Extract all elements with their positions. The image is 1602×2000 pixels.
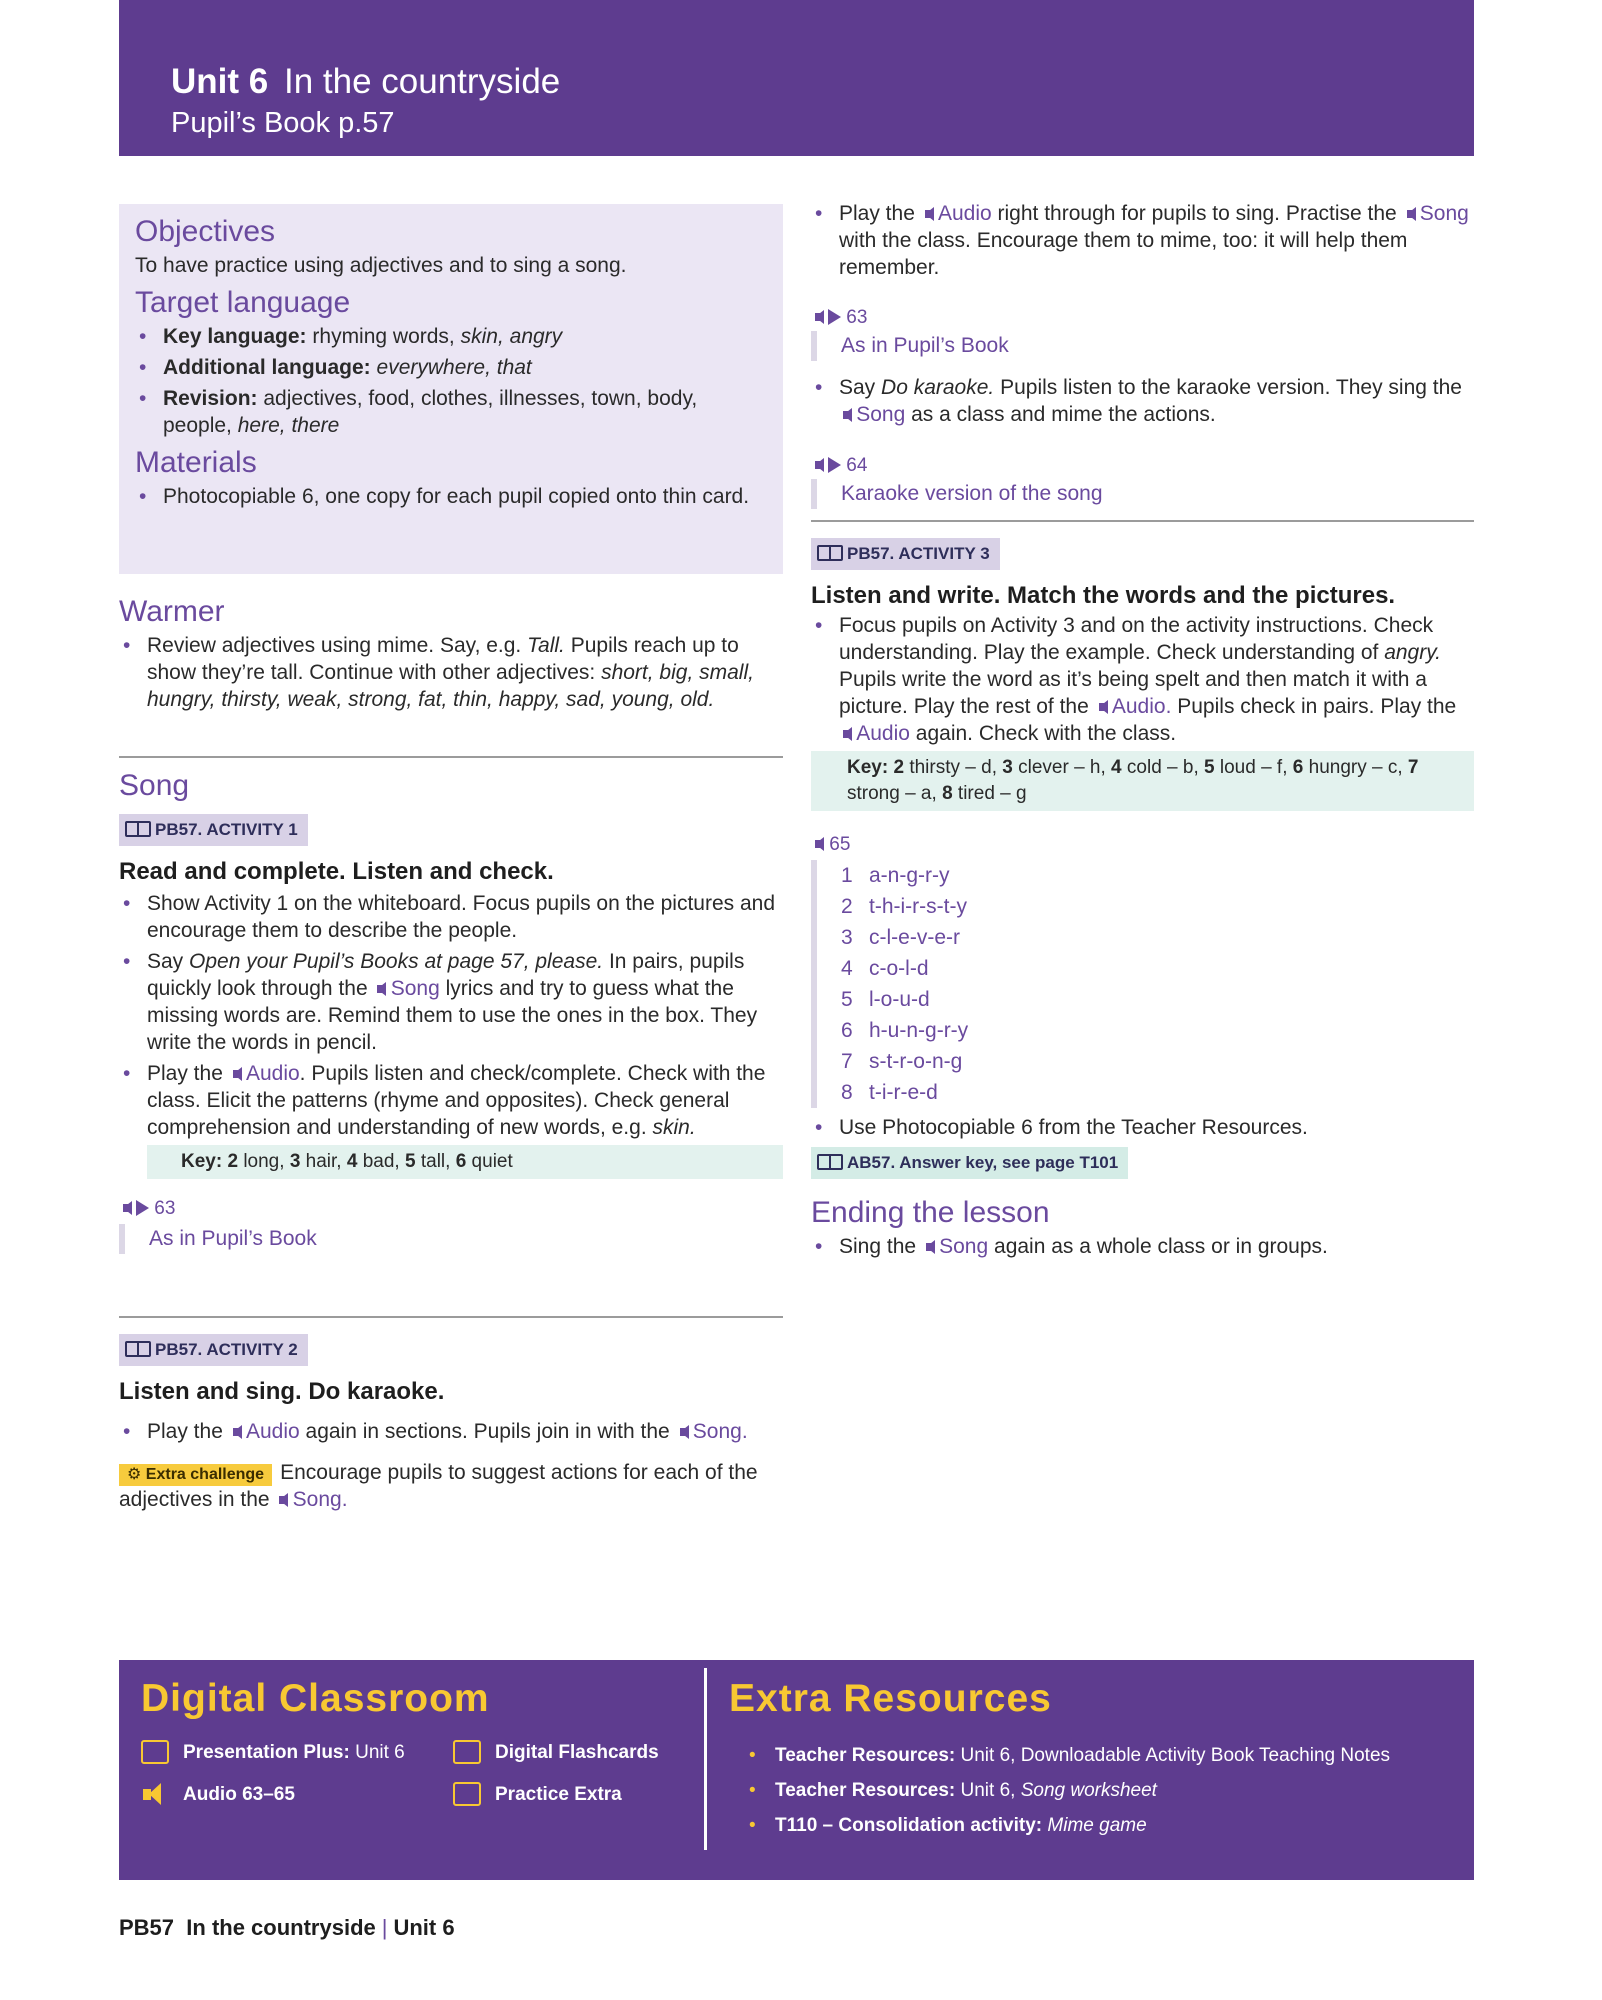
song-link[interactable]: [839, 403, 905, 426]
panel-divider: [704, 1668, 707, 1850]
spelling-row: [841, 984, 1474, 1015]
speaker-icon: [1099, 700, 1108, 714]
list-item: [811, 200, 1474, 281]
spelling-word: l-o-u-d: [869, 988, 930, 1011]
track-64-block: [811, 452, 1474, 509]
list-item: [119, 1418, 783, 1445]
activity-3-section: [811, 538, 1474, 1264]
key-answer-text: thirsty – d,: [904, 757, 1003, 778]
speaker-icon: [141, 1782, 169, 1806]
list-item: [135, 323, 767, 350]
practice-icon: [453, 1782, 481, 1806]
singing-list: [811, 200, 1474, 285]
text: with the class. Encourage them to mime, too: it will help them remember.: [839, 229, 1408, 279]
activity-1-title: Read and complete. Listen and check.: [119, 858, 554, 885]
text: Pupils listen to the karaoke version. They sing the: [1000, 376, 1462, 399]
play-icon: [828, 309, 841, 325]
activity-1-key: [147, 1145, 783, 1179]
track-64[interactable]: [811, 452, 1474, 479]
text: Pupils check in pairs. Play the: [1177, 695, 1457, 718]
track-number: 65: [829, 834, 851, 855]
extra-challenge: [119, 1459, 783, 1513]
text: Focus pupils on Activity 3 and on the activity instructions. Check understanding. Play the example. Check understanding of: [839, 614, 1434, 664]
ending-title: Ending the lesson: [811, 1196, 1050, 1229]
speaker-icon: [233, 1425, 242, 1439]
presentation-plus-label: Presentation Plus:: [183, 1742, 350, 1763]
target-language-title: Target language: [135, 286, 351, 319]
presentation-icon: [141, 1740, 169, 1764]
text: lyrics and try to guess what the missing words are. Remind them to use the ones in the box. They write the words in pencil.: [147, 977, 758, 1054]
list-item: [811, 1233, 1474, 1260]
play-icon: [136, 1200, 149, 1216]
spelling-word: s-t-r-o-n-g: [869, 1050, 963, 1073]
speaker-icon: [279, 1493, 288, 1507]
text: In pairs, pupils quickly look through the: [147, 950, 745, 1000]
presentation-plus-text: Unit 6: [355, 1742, 405, 1763]
unit-name: In the countryside: [283, 62, 561, 101]
spelling-number: 6: [841, 1019, 853, 1042]
additional-language-label: Additional language:: [163, 356, 371, 379]
revision-text: adjectives, food, clothes, illnesses, town, body, people,: [163, 387, 698, 437]
key-answer: [1002, 757, 1111, 778]
objectives-title: Objectives: [135, 215, 276, 248]
song-link[interactable]: [275, 1488, 347, 1511]
extra-challenge-text: Encourage pupils to suggest actions for each of the adjectives in the: [119, 1461, 758, 1511]
key-label: Key:: [181, 1151, 223, 1172]
list-item: [119, 1060, 783, 1141]
audio-link-label: Audio: [245, 1062, 300, 1085]
materials-list: [135, 483, 767, 510]
text: Pupils write the word as it’s being spelt and then match it with a picture. Play the rest of the: [839, 668, 1427, 718]
key-answer-text: bad,: [357, 1151, 405, 1172]
key-language-label: Key language:: [163, 325, 307, 348]
text: Play the: [147, 1062, 223, 1085]
unit-label: Unit 6: [171, 62, 269, 101]
speaker-icon: [815, 837, 824, 851]
speaker-icon: [926, 1240, 935, 1254]
activity-3-list: [811, 612, 1474, 747]
unit-title: [171, 60, 1474, 104]
materials-title: Materials: [135, 446, 257, 479]
audio-link-label: Audio: [937, 202, 992, 225]
book-icon: [125, 1341, 151, 1357]
footer-separator: |: [381, 1915, 388, 1940]
key-answer-number: 3: [289, 1151, 301, 1172]
divider: [119, 756, 783, 758]
spelling-number: 2: [841, 895, 853, 918]
speaker-icon: [1407, 207, 1416, 221]
text: Sing the: [839, 1235, 917, 1258]
spelling-row: [841, 1015, 1474, 1046]
spelling-number: 7: [841, 1050, 853, 1073]
spelling-number: 4: [841, 957, 853, 980]
spelling-transcript: [811, 860, 1474, 1108]
key-answer-text: strong – a,: [847, 783, 943, 804]
book-reference: Pupil’s Book p.57: [171, 107, 395, 139]
song-link[interactable]: [922, 1235, 988, 1258]
warmer-list: [119, 632, 783, 713]
digital-flashcards-item[interactable]: [453, 1740, 659, 1765]
song-link-label: Song.: [292, 1488, 348, 1511]
key-answer-text: hungry – c,: [1303, 757, 1408, 778]
key-answer-number: 7: [1407, 757, 1419, 778]
book-icon: [817, 545, 843, 561]
activity-3-title: Listen and write. Match the words and the pictures.: [811, 582, 1396, 609]
key-answer-text: tired – g: [952, 783, 1027, 804]
activity-1-tag: [119, 814, 308, 846]
activity-1-label: PB57. ACTIVITY 1: [155, 820, 298, 839]
divider: [811, 520, 1474, 522]
book-icon: [817, 1154, 843, 1170]
spelling-word: h-u-n-g-r-y: [869, 1019, 969, 1042]
ending-list: [811, 1233, 1474, 1260]
key-answer-text: hair,: [300, 1151, 347, 1172]
list-item: [811, 374, 1474, 428]
song-link-label: Song: [939, 1235, 989, 1258]
track-number: 64: [846, 455, 868, 476]
track-63-block: [811, 304, 1474, 361]
resource-label: Teacher Resources:: [775, 1780, 956, 1801]
resource-title: Song worksheet: [1020, 1780, 1157, 1801]
text: Play the: [147, 1420, 223, 1443]
list-item: • Photocopiable 6, one copy for each pupil copied onto thin card.: [135, 483, 767, 510]
play-icon: [828, 457, 841, 473]
key-answers: [227, 1151, 512, 1172]
key-answer-number: 3: [1002, 757, 1013, 778]
speaker-icon: [233, 1067, 242, 1081]
key-answer-text: loud – f,: [1214, 757, 1293, 778]
track-64-note: Karaoke version of the song: [811, 479, 1474, 509]
extra-resources-title: Extra Resources: [729, 1677, 1052, 1720]
resource-title: Mime game: [1047, 1815, 1147, 1836]
footer-unit: Unit 6: [393, 1915, 455, 1940]
speaker-icon: [680, 1425, 689, 1439]
spelling-number: 1: [841, 864, 853, 887]
activity-3-key: [811, 751, 1474, 811]
spelling-row: [841, 891, 1474, 922]
activity-2-list: [119, 1418, 783, 1445]
objectives-box: [119, 204, 783, 574]
warmer-title: Warmer: [119, 595, 225, 628]
activity-2-label: PB57. ACTIVITY 2: [155, 1340, 298, 1359]
additional-language-words: everywhere, that: [376, 356, 532, 379]
list-item: [135, 354, 767, 381]
warmer-example: Tall.: [527, 634, 565, 657]
track-63[interactable]: [811, 304, 1474, 331]
speaker-icon: [815, 310, 824, 324]
instruction-quote: Open your Pupil’s Books at page 57, please.: [189, 950, 604, 973]
target-language-list: [135, 323, 767, 439]
list-item: [119, 948, 783, 1056]
list-item: [811, 612, 1474, 747]
speaker-icon: [377, 982, 386, 996]
key-answer: [290, 1151, 347, 1172]
track-number: 63: [846, 307, 868, 328]
audio-link[interactable]: [839, 722, 910, 745]
key-answer-number: 5: [1204, 757, 1215, 778]
key-answer-number: 6: [455, 1151, 467, 1172]
key-answer-number: 4: [346, 1151, 358, 1172]
song-link-label: Song: [1419, 202, 1469, 225]
text: again. Check with the class.: [915, 722, 1177, 745]
key-answer: [1111, 757, 1204, 778]
key-answer-text: quiet: [466, 1151, 513, 1172]
key-answer: [227, 1151, 289, 1172]
answer-key-label: AB57. Answer key, see page T101: [847, 1153, 1119, 1172]
answer-key-tag: [811, 1147, 1128, 1179]
activity-2-tag: [119, 1334, 308, 1366]
divider: [119, 1316, 783, 1318]
song-link-label: Song: [390, 977, 440, 1000]
list-item: • Use Photocopiable 6 from the Teacher Resources.: [811, 1114, 1474, 1141]
resource-text: Unit 6, Downloadable Activity Book Teaching Notes: [960, 1745, 1391, 1766]
spelling-row: [841, 860, 1474, 891]
audio-link[interactable]: [921, 202, 992, 225]
presentation-plus-item[interactable]: [141, 1740, 405, 1765]
warmer-text-2: Pupils reach up to show they’re tall. Continue with other adjectives:: [147, 634, 739, 684]
activity-1-list: [119, 890, 783, 1141]
warmer-adjectives: short, big, small, hungry, thirsty, weak, strong, fat, thin, happy, sad, young, old.: [147, 661, 754, 711]
spelling-row: [841, 1077, 1474, 1108]
audio-item[interactable]: [141, 1782, 295, 1807]
track-63-note: As in Pupil’s Book: [811, 331, 1474, 361]
text: Say: [147, 950, 184, 973]
key-answer-text: clever – h,: [1012, 757, 1112, 778]
track-63[interactable]: [119, 1195, 783, 1222]
revision-words: here, there: [237, 414, 340, 437]
resource-label: T110 – Consolidation activity:: [775, 1815, 1043, 1836]
list-item[interactable]: [747, 1738, 1390, 1773]
track-63-note: As in Pupil’s Book: [119, 1224, 783, 1254]
practice-extra-label: Practice Extra: [495, 1784, 622, 1805]
activity-3-label: PB57. ACTIVITY 3: [847, 544, 990, 563]
key-answer-number: 6: [1292, 757, 1304, 778]
text: again in sections. Pupils join in with the: [305, 1420, 670, 1443]
key-answer-text: cold – b,: [1121, 757, 1205, 778]
audio-link-label: Audio.: [1111, 695, 1172, 718]
extra-resources-list: [747, 1738, 1390, 1843]
key-answer-number: 4: [1111, 757, 1122, 778]
spelling-row: [841, 922, 1474, 953]
speaker-icon: [925, 207, 934, 221]
key-language-text: rhyming words,: [312, 325, 455, 348]
key-answer-number: 8: [942, 783, 953, 804]
list-item[interactable]: [747, 1808, 1390, 1843]
activity-2-section: [119, 1334, 783, 1513]
key-answer: [1293, 757, 1408, 778]
speaker-icon: [123, 1201, 132, 1215]
track-number: 63: [154, 1198, 176, 1219]
digital-classroom-title: Digital Classroom: [141, 1677, 490, 1720]
key-answer-number: 2: [227, 1151, 239, 1172]
speaker-icon: [843, 727, 852, 741]
speaker-icon: [843, 408, 852, 422]
page-header: [119, 0, 1474, 156]
key-answer-text: tall,: [415, 1151, 456, 1172]
key-label: Key:: [847, 757, 889, 778]
text: as a class and mime the actions.: [911, 403, 1216, 426]
spelling-word: c-l-e-v-e-r: [869, 926, 960, 949]
song-link[interactable]: [1403, 202, 1469, 225]
key-answer: [893, 757, 1002, 778]
key-answer: [1204, 757, 1293, 778]
revision-label: Revision:: [163, 387, 258, 410]
audio-link-label: Audio: [856, 722, 910, 745]
page-code: PB57: [119, 1915, 175, 1940]
objectives-text: To have practice using adjectives and to sing a song.: [135, 254, 627, 277]
audio-link-label: Audio: [245, 1420, 300, 1443]
activity-2-title: Listen and sing. Do karaoke.: [119, 1378, 445, 1405]
spelling-word: a-n-g-r-y: [869, 864, 950, 887]
key-answer-number: 2: [893, 757, 905, 778]
audio-link[interactable]: [1095, 695, 1172, 718]
song-link-label: Song.: [692, 1420, 748, 1443]
spelling-row: [841, 953, 1474, 984]
song-title: Song: [119, 769, 190, 802]
example-word: angry.: [1384, 641, 1442, 664]
book-icon: [125, 821, 151, 837]
key-answer: [347, 1151, 405, 1172]
song-link[interactable]: [676, 1420, 748, 1443]
resources-panel: [119, 1660, 1474, 1880]
extra-challenge-label: Extra challenge: [145, 1466, 265, 1483]
activity-3-tag: [811, 538, 1000, 570]
key-answer: [942, 783, 1027, 804]
key-answer: [456, 1151, 513, 1172]
key-answer: [405, 1151, 456, 1172]
spelling-number: 5: [841, 988, 853, 1011]
resource-text: Unit 6,: [960, 1780, 1016, 1801]
text: Say: [839, 376, 876, 399]
photocopiable-list: [811, 1114, 1474, 1141]
spelling-word: t-i-r-e-d: [869, 1081, 938, 1104]
spelling-row: [841, 1046, 1474, 1077]
example-word: skin.: [652, 1116, 696, 1139]
warmer-section: [119, 592, 783, 717]
karaoke-list: [811, 374, 1474, 432]
list-item: [135, 385, 767, 439]
list-item: • Show Activity 1 on the whiteboard. Focus pupils on the pictures and encourage them to describe the people.: [119, 890, 783, 944]
spelling-number: 3: [841, 926, 853, 949]
audio-link[interactable]: [229, 1420, 300, 1443]
key-language-words: skin, angry: [460, 325, 563, 348]
list-item: [119, 632, 783, 713]
footer-title: In the countryside: [186, 1915, 376, 1940]
warmer-text: Review adjectives using mime. Say, e.g.: [147, 634, 522, 657]
list-item[interactable]: [747, 1773, 1390, 1808]
instruction-quote: Do karaoke.: [881, 376, 995, 399]
spelling-word: t-h-i-r-s-t-y: [869, 895, 967, 918]
song-section: [119, 766, 783, 1254]
lightbulb-icon: ⚙: [127, 1466, 142, 1483]
digital-flashcards-label: Digital Flashcards: [495, 1742, 659, 1763]
text: Play the: [839, 202, 915, 225]
song-link[interactable]: [373, 977, 439, 1000]
text: right through for pupils to sing. Practise the: [997, 202, 1397, 225]
extra-challenge-badge: [119, 1464, 272, 1486]
key-answer-number: 5: [405, 1151, 416, 1172]
spelling-word: c-o-l-d: [869, 957, 929, 980]
practice-extra-item[interactable]: [453, 1782, 622, 1807]
text: again as a whole class or in groups.: [994, 1235, 1328, 1258]
text: . Pupils listen and check/complete. Check with the class. Elicit the patterns (rhyme and opposites). Check general comprehension and understanding of new words, e.g.: [147, 1062, 766, 1139]
key-answer-text: long,: [238, 1151, 290, 1172]
flashcards-icon: [453, 1740, 481, 1764]
spelling-number: 8: [841, 1081, 853, 1104]
speaker-icon: [815, 458, 824, 472]
song-link-label: Song: [856, 403, 906, 426]
track-65[interactable]: [811, 831, 1474, 858]
audio-link[interactable]: [229, 1062, 300, 1085]
resource-label: Teacher Resources:: [775, 1745, 956, 1766]
key-answers: [847, 757, 1418, 804]
audio-label: Audio 63–65: [183, 1784, 295, 1805]
page-footer: [119, 1914, 455, 1941]
